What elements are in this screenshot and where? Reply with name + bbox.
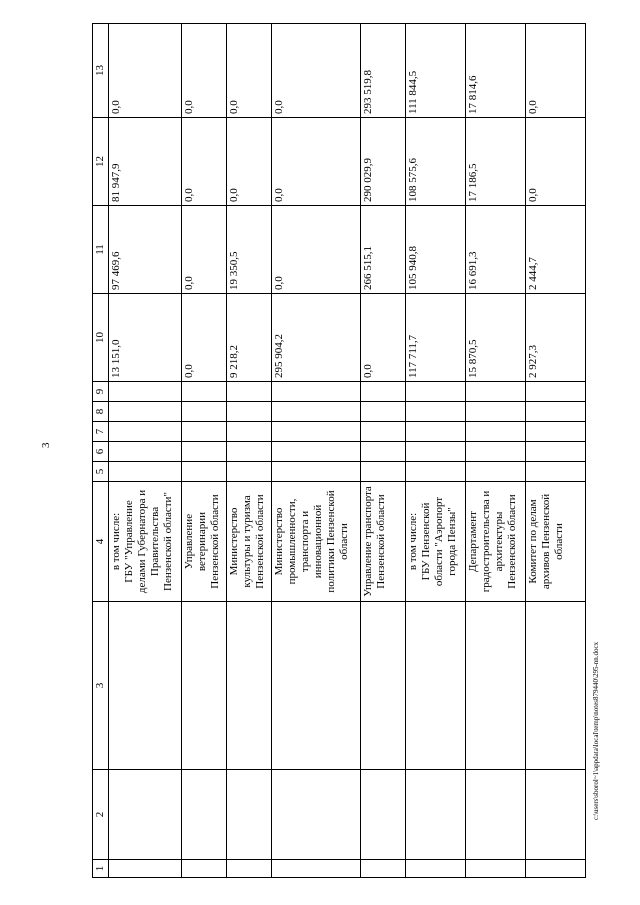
value-col-12: 0,0: [272, 118, 360, 206]
table-row: [465, 24, 525, 878]
value-col-11: 97 469,6: [109, 206, 182, 294]
table-row: [525, 24, 585, 878]
value-col-12: 290 029,9: [360, 118, 405, 206]
value-col-11: 266 515,1: [360, 206, 405, 294]
value-col-11: 105 940,8: [405, 206, 465, 294]
col-header-1: 1: [93, 860, 109, 878]
value-col-11: 16 691,3: [465, 206, 525, 294]
table-row: [227, 24, 272, 878]
value-col-10: 0,0: [360, 294, 405, 382]
value-col-12: 0,0: [227, 118, 272, 206]
header-row: [93, 24, 109, 878]
value-col-13: 0,0: [109, 24, 182, 118]
table-row: [109, 24, 182, 878]
col-header-11: 11: [93, 206, 109, 294]
org-name-cell: Министерство промышленности, транспорта и инновационной политики Пензенской области: [272, 482, 360, 602]
table-row: [405, 24, 465, 878]
value-col-13: 111 844,5: [405, 24, 465, 118]
org-name-cell: в том числе: ГБУ Пензенской области "Аэропорт города Пензы": [405, 482, 465, 602]
value-col-10: 295 904,2: [272, 294, 360, 382]
col-header-2: 2: [93, 770, 109, 860]
value-col-13: 0,0: [272, 24, 360, 118]
value-col-13: 17 814,6: [465, 24, 525, 118]
value-col-10: 117 711,7: [405, 294, 465, 382]
col-header-8: 8: [93, 402, 109, 422]
value-col-12: 108 575,6: [405, 118, 465, 206]
value-col-10: 2 927,3: [525, 294, 585, 382]
value-col-10: 15 870,5: [465, 294, 525, 382]
value-col-11: 0,0: [272, 206, 360, 294]
value-col-10: 0,0: [182, 294, 227, 382]
value-col-13: 0,0: [227, 24, 272, 118]
value-col-11: 19 350,5: [227, 206, 272, 294]
value-col-10: 9 218,2: [227, 294, 272, 382]
value-col-11: 2 444,7: [525, 206, 585, 294]
value-col-13: 0,0: [525, 24, 585, 118]
col-header-10: 10: [93, 294, 109, 382]
col-header-9: 9: [93, 382, 109, 402]
table-row: [360, 24, 405, 878]
col-header-6: 6: [93, 442, 109, 462]
col-header-12: 12: [93, 118, 109, 206]
value-col-13: 0,0: [182, 24, 227, 118]
org-name-cell: Департамент градостроительства и архитектуры Пензенской области: [465, 482, 525, 602]
col-header-7: 7: [93, 422, 109, 442]
value-col-10: 13 151,0: [109, 294, 182, 382]
org-name-cell: Управление ветеринарии Пензенской области: [182, 482, 227, 602]
budget-table: [92, 23, 586, 878]
value-col-13: 293 519,8: [360, 24, 405, 118]
org-name-cell: Министерство культуры и туризма Пензенской области: [227, 482, 272, 602]
value-col-12: 81 947,9: [109, 118, 182, 206]
org-name-cell: Управление транспорта Пензенской области: [360, 482, 405, 602]
table-row: [182, 24, 227, 878]
col-header-4: 4: [93, 482, 109, 602]
table-row: [272, 24, 360, 878]
col-header-13: 13: [93, 24, 109, 118]
col-header-3: 3: [93, 602, 109, 770]
col-header-5: 5: [93, 462, 109, 482]
rotated-table-container: [92, 24, 586, 878]
org-name-cell: в том числе: ГБУ "Управление делами Губернатора и Правительства Пензенской области": [109, 482, 182, 602]
value-col-12: 0,0: [525, 118, 585, 206]
value-col-11: 0,0: [182, 206, 227, 294]
org-name-cell: Комитет по делам архивов Пензенской области: [525, 482, 585, 602]
value-col-12: 17 186,5: [465, 118, 525, 206]
footer-file-path: c:\users\sborol~1\appdata\local\temp\notes879440\295-nn.docx: [592, 641, 600, 820]
value-col-12: 0,0: [182, 118, 227, 206]
page-number: 3: [40, 442, 52, 448]
